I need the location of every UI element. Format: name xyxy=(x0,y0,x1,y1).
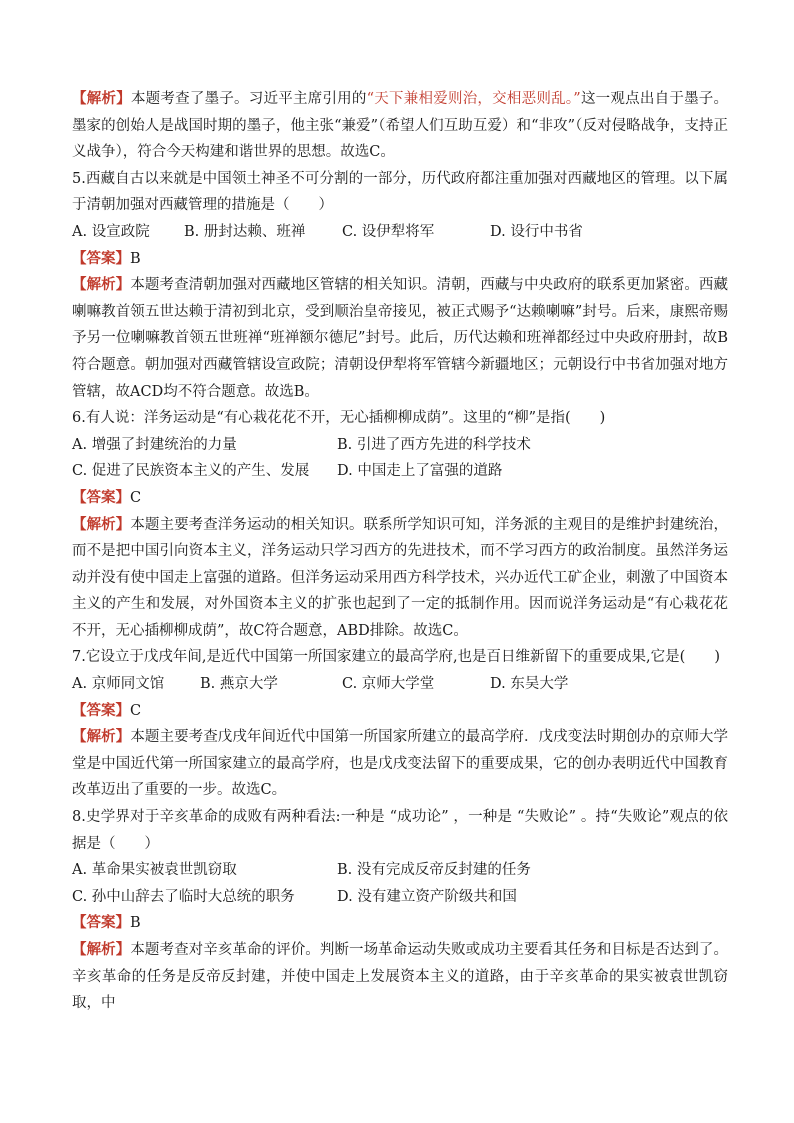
option-a: A. 革命果实被袁世凯窃取 xyxy=(72,862,237,879)
q6-options-row1 xyxy=(72,432,728,459)
option-b: B. 引进了西方先进的科学技术 xyxy=(337,436,531,453)
q7-stem: 7.它设立于戊戌年间,是近代中国第一所国家建立的最高学府,也是百日维新留下的重要成果,它是( ) xyxy=(72,649,720,666)
q5-options xyxy=(72,219,728,246)
q6-options-row2 xyxy=(72,458,728,485)
analysis-tag: 【解析】 xyxy=(72,90,131,107)
answer-tag: 【答案】 xyxy=(72,249,130,267)
q5-stem: 5.西藏自古以来就是中国领土神圣不可分割的一部分，历代政府都注重加强对西藏地区的管理。以下属于清朝加强对西藏管理的措施是（ ） xyxy=(72,170,728,214)
q5-analysis: 【解析】本题考查清朝加强对西藏地区管辖的相关知识。清朝，西藏与中央政府的联系更加紧密。西藏喇嘛教首领五世达赖于清初到北京，受到顺治皇帝接见，被正式赐予“达赖喇嘛”封号。后来，康熙帝赐予另一位喇嘛教首领五世班禅“班禅额尔德尼”封号。此后，历代达赖和班禅都经过中央政府册封，故B符合题意。朝加强对西藏管辖设宣政院；清朝设伊犁将军管辖今新疆地区；元朝设行中书省加强对地方管辖，故ACD均不符合题意。故选B。 xyxy=(72,276,729,400)
exam-page xyxy=(72,86,728,1017)
q8-answer: 【答案】B xyxy=(72,914,141,932)
option-c: C. 孙中山辞去了临时大总统的职务 xyxy=(72,888,295,905)
answer-tag: 【答案】 xyxy=(72,914,130,932)
option-c: C. 促进了民族资本主义的产生、发展 xyxy=(72,463,310,480)
answer-tag: 【答案】 xyxy=(72,488,130,506)
option-d: D. 中国走上了富强的道路 xyxy=(337,463,503,480)
q5-answer: 【答案】B xyxy=(72,249,141,267)
analysis-tag: 【解析】 xyxy=(72,728,131,746)
answer-tag: 【答案】 xyxy=(72,701,130,719)
analysis-tag: 【解析】 xyxy=(72,941,131,958)
quote-text: “天下兼相爱则治，交相恶则乱。” xyxy=(366,91,581,107)
option-c: C. 设伊犁将军 xyxy=(342,223,435,240)
analysis-tag: 【解析】 xyxy=(72,276,131,294)
option-a: A. 增强了封建统治的力量 xyxy=(72,436,237,453)
q8-options-row2 xyxy=(72,884,728,911)
q8-options-row1 xyxy=(72,857,728,884)
option-a: A. 设宣政院 xyxy=(72,223,150,240)
q6-stem: 6.有人说：洋务运动是“有心栽花花不开，无心插柳柳成荫”。这里的“柳”是指( ) xyxy=(72,410,606,427)
option-b: B. 燕京大学 xyxy=(200,676,278,693)
q7-options xyxy=(72,671,728,698)
q8-stem: 8.史学界对于辛亥革命的成败有两种看法:一种是 “成功论” ，一种是 “失败论” 。持“失败论”观点的依据是（ ） xyxy=(72,809,728,852)
q7-answer: 【答案】C xyxy=(72,701,142,719)
q6-analysis: 【解析】本题主要考查洋务运动的相关知识。联系所学知识可知，洋务派的主观目的是维护封建统治，而不是把中国引向资本主义，洋务运动只学习西方的先进技术，而不学习西方的政治制度。虽然洋务运动并没有使中国走上富强的道路。但洋务运动采用西方科学技术，兴办近代工矿企业，刺激了中国资本主义的产生和发展，对外国资本主义的扩张也起到了一定的抵制作用。因而说洋务运动是“有心栽花花不开，无心插柳柳成荫”，故C符合题意，ABD排除。故选C。 xyxy=(72,515,729,639)
option-d: D. 东吴大学 xyxy=(490,676,569,693)
q4-analysis: 【解析】本题考查了墨子。习近平主席引用的“天下兼相爱则治，交相恶则乱。”这一观点出自于墨子。墨家的创始人是战国时期的墨子，他主张“兼爱”（希望人们互助互爱）和“非攻”（反对侵略战争，支持正义战争），符合今天构建和谐世界的思想。故选C。 xyxy=(72,90,729,161)
option-a: A. 京师同文馆 xyxy=(72,676,165,693)
analysis-tag: 【解析】 xyxy=(72,515,131,533)
q7-analysis: 【解析】本题主要考查戊戌年间近代中国第一所国家所建立的最高学府．戊戌变法时期创办的京师大学堂是中国近代第一所国家建立的最高学府，也是戊戌变法留下的重要成果，它的创办表明近代中国教育改革迈出了重要的一步。故选C。 xyxy=(72,728,729,799)
option-d: D. 设行中书省 xyxy=(490,223,583,240)
option-d: D. 没有建立资产阶级共和国 xyxy=(337,888,517,905)
option-b: B. 册封达赖、班禅 xyxy=(184,223,306,240)
option-c: C. 京师大学堂 xyxy=(342,676,435,693)
q8-analysis: 【解析】本题考查对辛亥革命的评价。判断一场革命运动失败或成功主要看其任务和目标是否达到了。辛亥革命的任务是反帝反封建，并使中国走上发展资本主义的道路，由于辛亥革命的果实被袁世凯窃取，中 xyxy=(72,941,729,1012)
q6-answer: 【答案】C xyxy=(72,488,142,506)
option-b: B. 没有完成反帝反封建的任务 xyxy=(337,862,531,879)
